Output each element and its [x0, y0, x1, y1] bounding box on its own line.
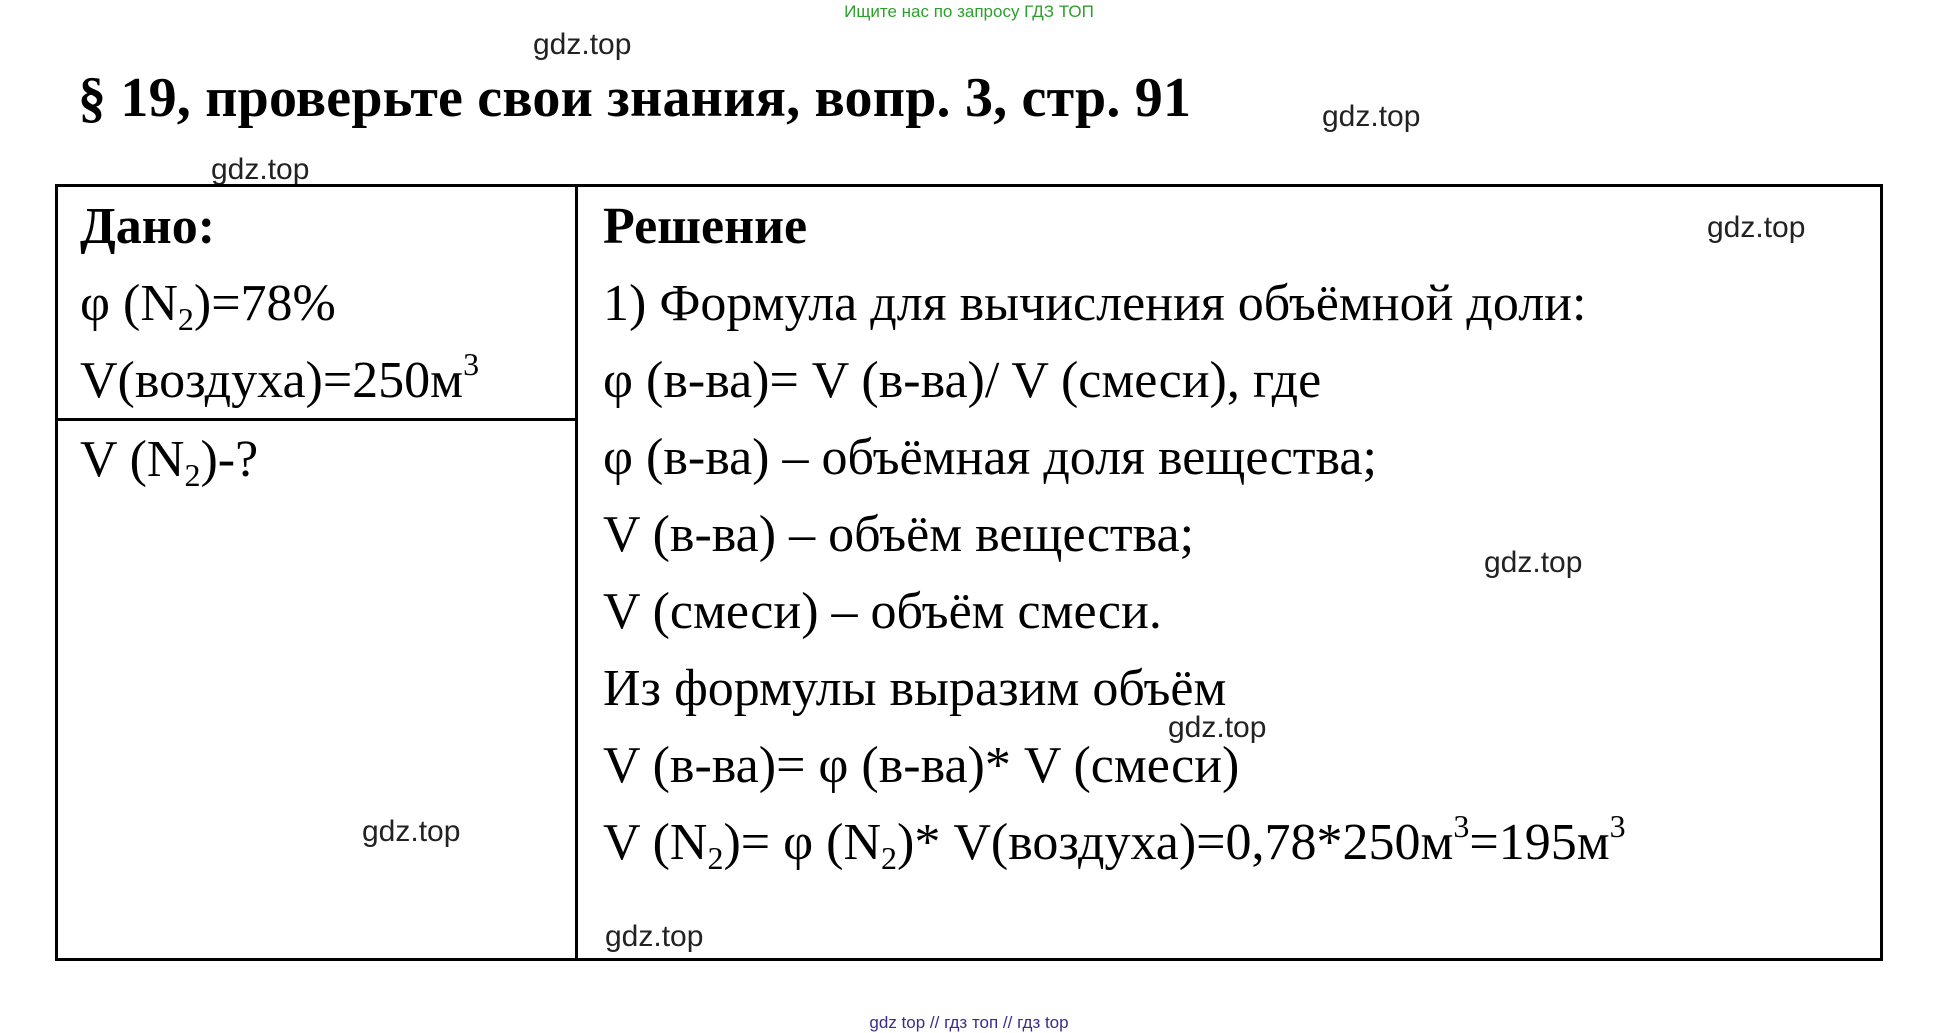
- footer-links[interactable]: gdz top // гдз топ // гдз top: [869, 1013, 1069, 1032]
- top-banner-link[interactable]: Ищите нас по запросу ГДЗ ТОП: [844, 2, 1094, 21]
- solution-final-line: V $(N_2)= \varphi$ $(N_2)*$ $V(воздуха)=0,78*250м^3=195м^3$: [603, 808, 1626, 876]
- solution-panel: [603, 188, 1626, 881]
- watermark: gdz.top: [211, 153, 310, 186]
- given-title: Дано:: [80, 198, 216, 255]
- find-line: V $(N_2)-$?: [80, 431, 259, 493]
- solution-line: V (смеси) – объём смеси.: [603, 583, 1162, 640]
- page-title: § 19, проверьте свои знания, вопр. 3, стр. 91: [78, 67, 1192, 129]
- table-column-divider: [575, 184, 578, 961]
- watermark: gdz.top: [1484, 546, 1583, 579]
- watermark: gdz.top: [605, 920, 704, 953]
- solution-title: Решение: [603, 198, 808, 255]
- solution-line: V (в-ва) – объём вещества;: [603, 506, 1195, 563]
- given-phi-line: φ $(N_2)=78\%$: [80, 275, 336, 337]
- watermark: gdz.top: [362, 815, 461, 848]
- watermark: gdz.top: [1168, 711, 1267, 744]
- solution-line: φ (в-ва)= V (в-ва)/ V (смеси), где: [603, 352, 1322, 409]
- watermark: gdz.top: [533, 28, 632, 61]
- given-panel: [80, 188, 479, 419]
- watermark: gdz.top: [1322, 100, 1421, 133]
- solution-line: V (в-ва)= φ (в-ва)* V (смеси): [603, 737, 1240, 794]
- solution-line: 1) Формула для вычисления объёмной доли:: [603, 275, 1587, 332]
- given-volume-line: $V(воздуха)=250м^3$: [80, 346, 480, 409]
- watermark: gdz.top: [1707, 211, 1806, 244]
- solution-line: φ (в-ва) – объёмная доля вещества;: [603, 429, 1377, 486]
- solution-line: Из формулы выразим объём: [603, 660, 1227, 717]
